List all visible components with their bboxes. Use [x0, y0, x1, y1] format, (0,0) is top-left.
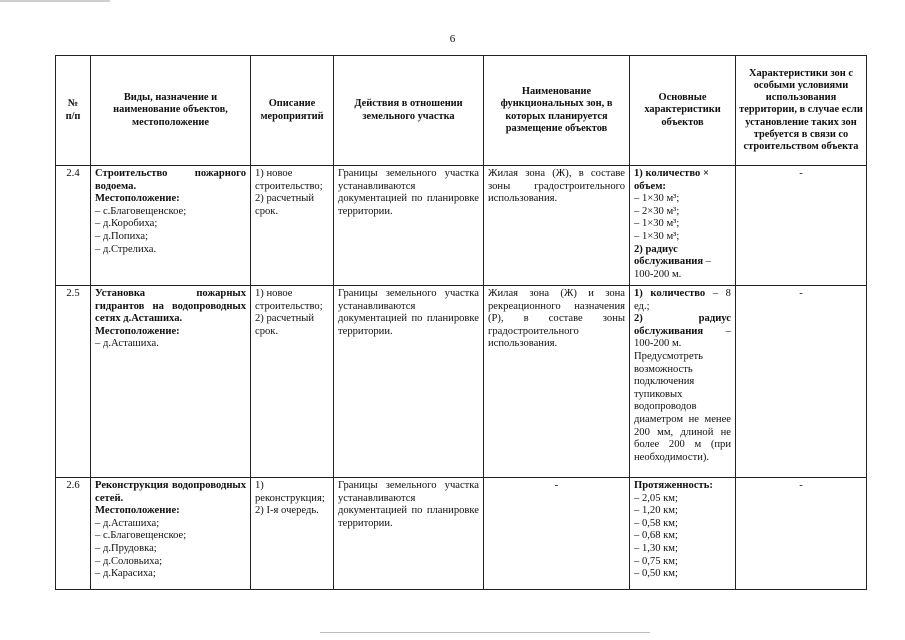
description-cell [251, 166, 334, 286]
page-number: 6 [449, 33, 456, 45]
char-line: – 0,75 км; [634, 555, 678, 567]
object-title: Строительство пожарного водоема. [95, 168, 246, 192]
char-heading: Протяженность: [634, 480, 713, 491]
header-description: Описание мероприятий [251, 56, 334, 166]
action-cell: Границы земельного участка устанавливаются документацией по планировке территории. [334, 286, 484, 478]
characteristics-cell [630, 166, 736, 286]
description-item: 2) I-я очередь. [255, 505, 319, 517]
description-cell [251, 286, 334, 478]
char-line: – 2,05 км; [634, 492, 678, 504]
special-zone-cell: - [736, 286, 867, 478]
description-item: 1) новое строительство; [255, 168, 323, 192]
header-objects: Виды, назначение и наименование объектов, местоположение [91, 56, 251, 166]
header-characteristics: Основные характеристики объектов [630, 56, 736, 166]
location-item: – с.Благовещенское; [95, 205, 187, 217]
char-line: – 1×30 м³; [634, 230, 680, 242]
scan-artifact-line [0, 0, 110, 2]
header-zones: Наименование функциональных зон, в которых планируется размещение объектов [484, 56, 630, 166]
object-title: Реконструкция водопроводных сетей. [95, 480, 246, 504]
location-item: – д.Карасиха; [95, 568, 156, 580]
char-line: – 2×30 м³; [634, 205, 680, 217]
char-heading: 1) количество × объем: [634, 168, 709, 192]
zones-cell: Жилая зона (Ж) и зона рекреационного назначения (Р), в составе зоны градостроительного использования. [484, 286, 630, 478]
char-line: – 0,58 км; [634, 517, 678, 529]
object-title: Установка пожарных гидрантов на водопроводных сетях д.Асташиха. [95, 288, 246, 325]
zones-cell: - [484, 478, 630, 590]
row-number: 2.5 [56, 286, 91, 478]
description-item: 2) расчетный срок. [255, 193, 315, 217]
zones-cell: Жилая зона (Ж), в составе зоны градостроительного использования. [484, 166, 630, 286]
location-item: – с.Благовещенское; [95, 530, 187, 542]
char-radius-label: 2) радиус обслуживания [634, 313, 731, 337]
description-item: 2) расчетный срок. [255, 313, 315, 337]
action-cell: Границы земельного участка устанавливаются документацией по планировке территории. [334, 166, 484, 286]
location-item: – д.Соловьиха; [95, 555, 163, 567]
location-label: Местоположение: [95, 505, 180, 517]
location-item: – д.Асташиха; [95, 517, 160, 529]
special-zone-cell: - [736, 478, 867, 590]
char-line: – 1×30 м³; [634, 193, 680, 205]
char-radius-value: – 100-200 м. [634, 256, 712, 280]
char-line: – 0,68 км; [634, 530, 678, 542]
action-cell: Границы земельного участка устанавливаются документацией по планировке территории. [334, 478, 484, 590]
char-line: – 0,50 км; [634, 568, 678, 580]
characteristics-cell [630, 478, 736, 590]
char-note: Предусмотреть возможность подключения тупиковых водопроводов диаметром не менее 200 мм, длиной не более 200 м (при необходимости). [634, 350, 731, 463]
table-row [56, 286, 867, 478]
characteristics-cell [630, 286, 736, 478]
row-number: 2.4 [56, 166, 91, 286]
location-item: – д.Стрелиха. [95, 243, 157, 255]
location-label: Местоположение: [95, 325, 180, 337]
location-label: Местоположение: [95, 193, 180, 205]
location-item: – д.Коробиха; [95, 218, 158, 230]
char-radius-value: – 100-200 м. [634, 325, 731, 350]
location-item: – д.Прудовка; [95, 542, 157, 554]
char-line: – 1,20 км; [634, 505, 678, 517]
header-num: № п/п [56, 56, 91, 166]
char-line: – 1×30 м³; [634, 218, 680, 230]
location-item: – д.Асташиха. [95, 338, 159, 350]
header-row [56, 56, 867, 166]
char-line: – 1,30 км; [634, 542, 678, 554]
char-count-value: – 8 ед.; [634, 288, 731, 312]
description-cell [251, 478, 334, 590]
char-radius-label: 2) радиус обслуживания [634, 243, 704, 268]
char-heading: 1) количество [634, 288, 706, 299]
header-actions: Действия в отношении земельного участка [334, 56, 484, 166]
row-number: 2.6 [56, 478, 91, 590]
planning-table [55, 55, 867, 590]
object-cell [91, 166, 251, 286]
location-item: – д.Попиха; [95, 230, 149, 242]
scan-artifact-line [320, 632, 650, 633]
description-item: 1) реконструкция; [255, 480, 325, 504]
header-special-zones: Характеристики зон с особыми условиями использования территории, в случае если установление таких зон требуется в связи со строительством объекта [736, 56, 867, 166]
table-row [56, 478, 867, 590]
object-cell [91, 286, 251, 478]
special-zone-cell: - [736, 166, 867, 286]
table-row [56, 166, 867, 286]
object-cell [91, 478, 251, 590]
description-item: 1) новое строительство; [255, 288, 323, 312]
